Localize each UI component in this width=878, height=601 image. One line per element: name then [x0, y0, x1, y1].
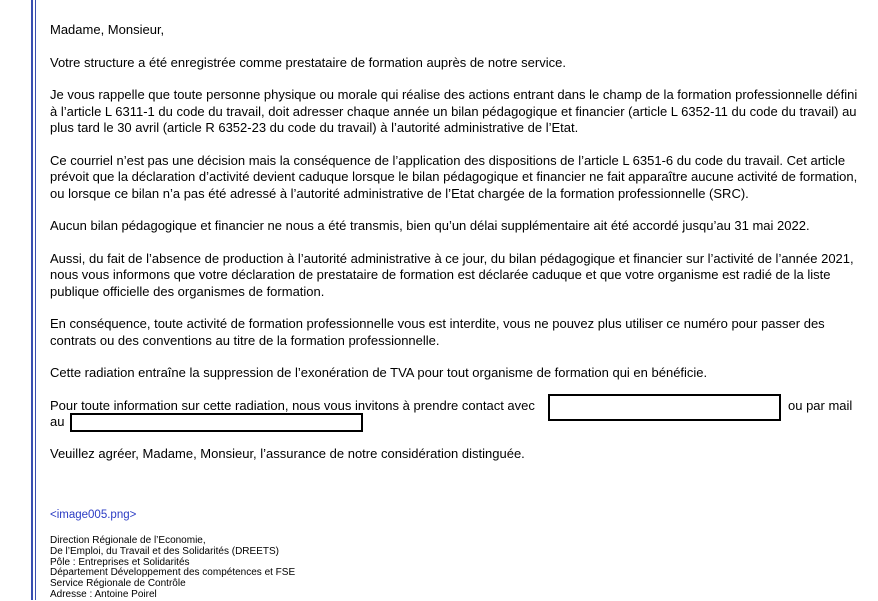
closing: Veuillez agréer, Madame, Monsieur, l’assurance de notre considération distinguée. [50, 445, 525, 461]
redacted-contact-name [548, 394, 781, 421]
signature-line: Service Régionale de Contrôle [50, 578, 186, 590]
quote-bar-inner [35, 0, 36, 600]
signature-line: Direction Régionale de l’Economie, [50, 535, 206, 546]
signature-line: Adresse : Antoine Poirel [50, 588, 157, 600]
contact-mail-text: ou par mail [788, 397, 853, 413]
signature-block [50, 536, 295, 601]
paragraph-registration: Votre structure a été enregistrée comme prestataire de formation auprès de notre service. [50, 54, 566, 70]
paragraph-cancellation: Aussi, du fait de l’absence de production à l’autorité administrative à ce jour, du bilan pédagogique et financier sur l’activité de l’année 2021, nous vous informons que votre déclaration de prestataire de formation est déclarée caduque et que votre organisme est radié de la liste publique officielle des organismes de formation. [50, 250, 854, 299]
contact-text: Pour toute information sur cette radiation, nous vous invitons à prendre contact avec [50, 397, 535, 413]
greeting: Madame, Monsieur, [50, 22, 165, 37]
paragraph-consequence: Ce courriel n’est pas une décision mais la conséquence de l’application des dispositions de l’article L 6351-6 du code du travail. Cet article prévoit que la déclaration d’activité devient caduque lorsque le bilan pédagogique et financier ne fait apparaître aucune activité de formation, ou lorsque ce bilan n’a pas été adressé à l’autorité administrative de l’Etat chargée de la formation professionnelle (SRC). [50, 152, 858, 201]
signature-line: Pôle : Entreprises et Solidarités [50, 556, 190, 568]
paragraph-obligation: Je vous rappelle que toute personne physique ou morale qui réalise des actions entrant dans le champ de la formation professionnelle défini à l’article L 6311-1 du code du travail, doit adresser chaque année un bilan pédagogique et financier (article L 6352-11 du code du travail) au plus tard le 30 avril (article R 6352-23 du code du travail) à l’autorité administrative de l’Etat. [50, 87, 858, 135]
contact-paragraph [50, 398, 860, 432]
image-attachment-link[interactable]: <image005.png> [50, 509, 137, 521]
redacted-email [70, 413, 363, 432]
signature-line: Département Développement des compétences et FSE [50, 567, 296, 579]
email-body [50, 22, 860, 478]
contact-au-text: au [50, 413, 65, 429]
signature-line: De l’Emploi, du Travail et des Solidarités (DREETS) [50, 545, 279, 557]
quote-bar [31, 0, 33, 600]
paragraph-tva: Cette radiation entraîne la suppression de l’exonération de TVA pour tout organisme de formation qui en bénéficie. [50, 365, 708, 380]
paragraph-deadline: Aucun bilan pédagogique et financier ne nous a été transmis, bien qu’un délai supplémentaire ait été accordé jusqu’au 31 mai 2022. [50, 218, 810, 233]
paragraph-prohibition: En conséquence, toute activité de formation professionnelle vous est interdite, vous ne pouvez plus utiliser ce numéro pour passer des contrats ou des conventions au titre de la formation professionnelle. [50, 316, 825, 348]
